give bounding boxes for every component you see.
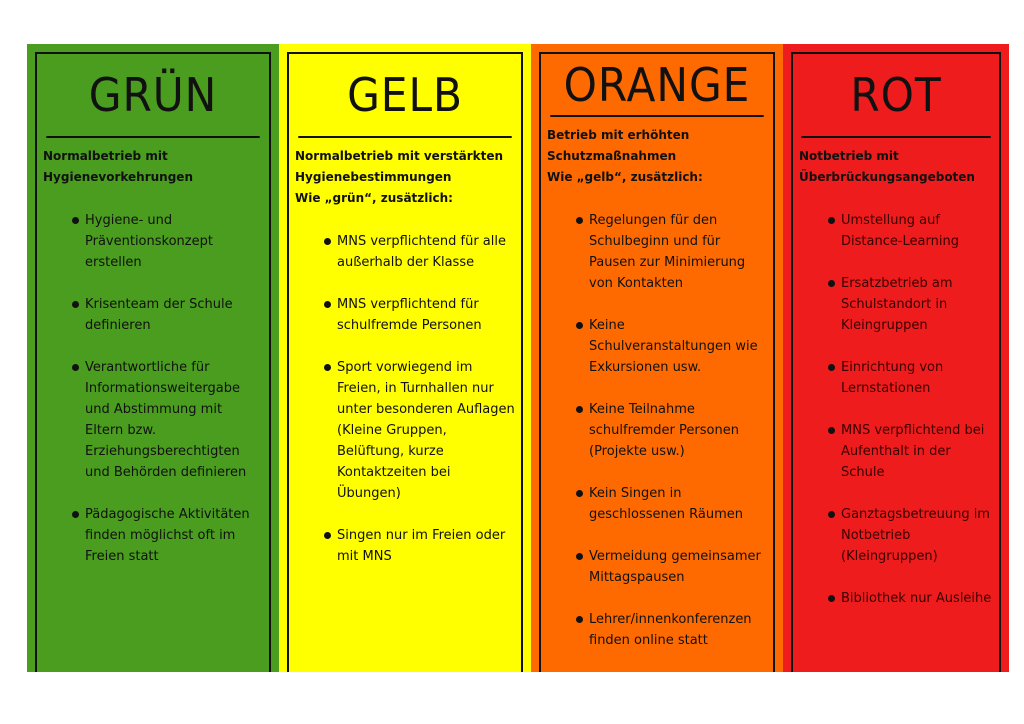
column-title: GRÜN: [46, 54, 259, 138]
column-title: ORANGE: [550, 54, 763, 117]
intro-line: Schutzmaßnahmen: [547, 149, 677, 163]
column-body: [541, 117, 773, 672]
intro-line: Betrieb mit erhöhten: [547, 128, 690, 142]
column-intro: [295, 146, 515, 209]
column-body: [37, 138, 269, 588]
list-item: MNS verpflichtend bei Aufenthalt in der Schule: [841, 420, 993, 483]
ampel-table: [27, 44, 1009, 672]
list-item: Singen nur im Freien oder mit MNS: [337, 525, 515, 567]
column-title: GELB: [298, 54, 511, 138]
measure-list: [43, 210, 263, 567]
list-item: Krisenteam der Schule definieren: [85, 294, 263, 336]
column-intro: [799, 146, 993, 188]
list-item: Verantwortliche für Informationsweitergabe und Abstimmung mit Eltern bzw. Erziehungsberechtigten und Behörden definieren: [85, 357, 263, 483]
list-item: Kein Singen in geschlossenen Räumen: [589, 483, 767, 525]
list-item: Umstellung auf Distance-Learning: [841, 210, 993, 252]
column-intro: [43, 146, 263, 188]
column-gruen: [27, 44, 279, 672]
list-item: Regelungen für den Schulbeginn und für Pausen zur Minimierung von Kontakten: [589, 210, 767, 294]
list-item: Lehrer/innenkonferenzen finden online statt: [589, 609, 767, 651]
column-body: [289, 138, 521, 588]
column-frame: [539, 52, 775, 672]
list-item: MNS verpflichtend für alle außerhalb der Klasse: [337, 231, 515, 273]
column-intro: [547, 125, 767, 188]
column-title: ROT: [801, 54, 991, 138]
list-item: Pädagogische Aktivitäten finden möglichst oft im Freien statt: [85, 504, 263, 567]
intro-line: Hygienebestimmungen: [295, 170, 452, 184]
measure-list: [295, 231, 515, 567]
measure-list: [547, 210, 767, 651]
intro-line: Notbetrieb mit: [799, 149, 899, 163]
list-item: Keine Teilnahme schulfremder Personen (Projekte usw.): [589, 399, 767, 462]
measure-list: [799, 210, 993, 609]
list-item: Hygiene- und Präventionskonzept erstellen: [85, 210, 263, 273]
list-item: Keine Schulveranstaltungen wie Exkursionen usw.: [589, 315, 767, 378]
intro-line: Normalbetrieb mit verstärkten: [295, 149, 504, 163]
column-rot: [783, 44, 1009, 672]
column-gelb: [279, 44, 531, 672]
list-item: Ersatzbetrieb am Schulstandort in Kleingruppen: [841, 273, 993, 336]
list-item: Ganztagsbetreuung im Notbetrieb (Kleingruppen): [841, 504, 993, 567]
column-frame: [287, 52, 523, 672]
list-item: MNS verpflichtend für schulfremde Personen: [337, 294, 515, 336]
list-item: Bibliothek nur Ausleihe: [841, 588, 993, 609]
list-item: Vermeidung gemeinsamer Mittagspausen: [589, 546, 767, 588]
intro-line: Wie „grün“, zusätzlich:: [295, 191, 453, 205]
intro-line: Normalbetrieb mit: [43, 149, 168, 163]
list-item: Sport vorwiegend im Freien, in Turnhallen nur unter besonderen Auflagen (Kleine Gruppen, Belüftung, kurze Kontaktzeiten bei Übungen): [337, 357, 515, 504]
column-orange: [531, 44, 783, 672]
intro-line: Wie „gelb“, zusätzlich:: [547, 170, 703, 184]
column-body: [793, 138, 999, 630]
list-item: Einrichtung von Lernstationen: [841, 357, 993, 399]
column-frame: [791, 52, 1001, 672]
intro-line: Hygienevorkehrungen: [43, 170, 193, 184]
intro-line: Überbrückungsangeboten: [799, 170, 975, 184]
column-frame: [35, 52, 271, 672]
